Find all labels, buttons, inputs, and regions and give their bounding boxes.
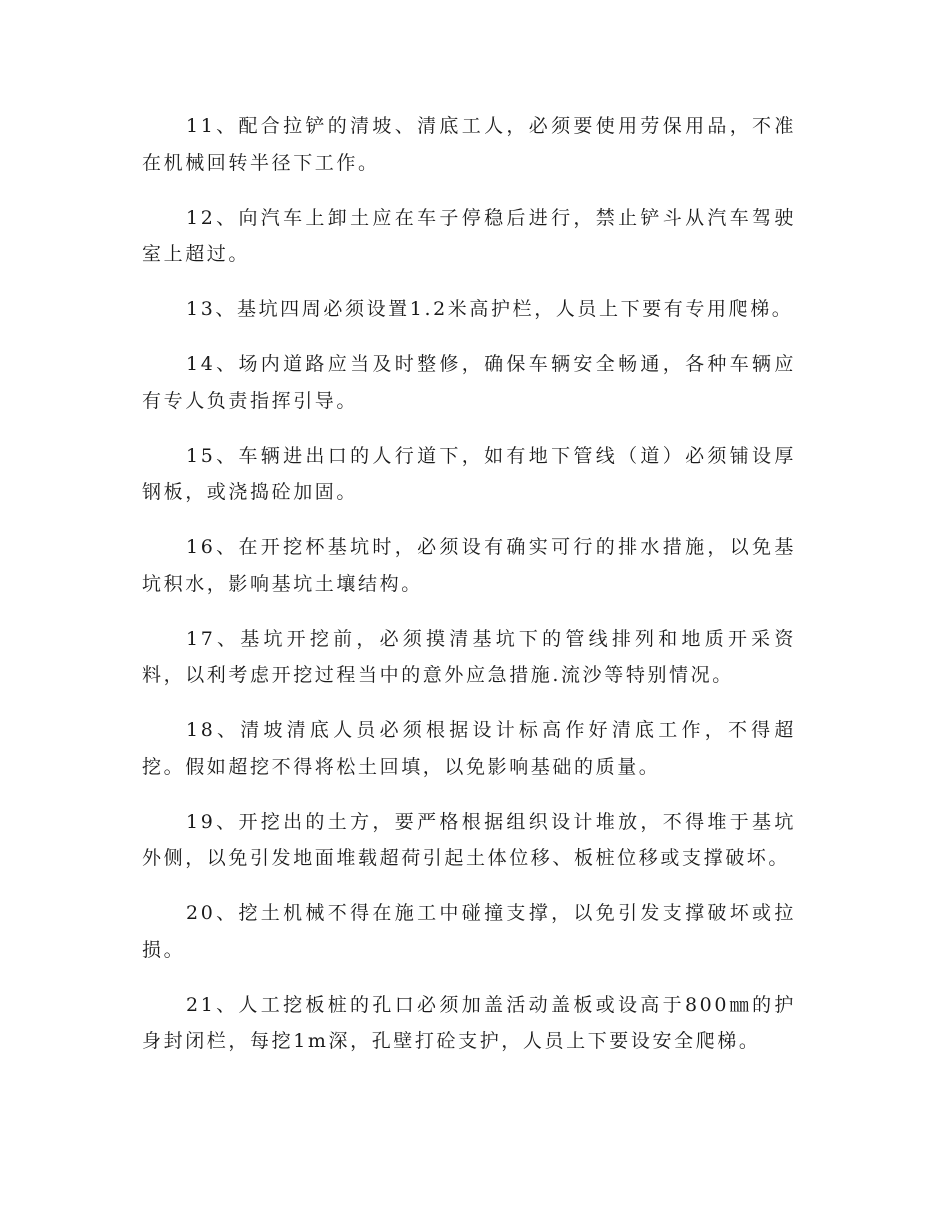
paragraph-20: 20、挖土机械不得在施工中碰撞支撑，以免引发支撑破坏或拉损。 [142, 902, 796, 961]
paragraph-18: 18、清坡清底人员必须根据设计标高作好清底工作，不得超挖。假如超挖不得将松土回填，以免影响基础的质量。 [142, 719, 796, 778]
paragraph-13: 13、基坑四周必须设置1.2米高护栏，人员上下要有专用爬梯。 [186, 298, 794, 320]
document-body [142, 108, 796, 1078]
paragraph-19: 19、开挖出的土方，要严格根据组织设计堆放，不得堆于基坑外侧，以免引发地面堆载超荷引起土体位移、板桩位移或支撑破坏。 [142, 810, 796, 869]
paragraph-21: 21、人工挖板桩的孔口必须加盖活动盖板或设高于800㎜的护身封闭栏，每挖1m深，孔壁打砼支护，人员上下要设安全爬梯。 [142, 993, 796, 1052]
paragraph-16: 16、在开挖杯基坑时，必须设有确实可行的排水措施，以免基坑积水，影响基坑土壤结构。 [142, 536, 796, 595]
paragraph-14: 14、场内道路应当及时整修，确保车辆安全畅通，各种车辆应有专人负责指挥引导。 [142, 353, 796, 412]
paragraph-15: 15、车辆进出口的人行道下，如有地下管线（道）必须铺设厚钢板，或浇捣砼加固。 [142, 444, 796, 503]
paragraph-12: 12、向汽车上卸土应在车子停稳后进行，禁止铲斗从汽车驾驶室上超过。 [142, 206, 796, 265]
paragraph-11: 11、配合拉铲的清坡、清底工人，必须要使用劳保用品，不准在机械回转半径下工作。 [142, 115, 796, 174]
paragraph-17: 17、基坑开挖前，必须摸清基坑下的管线排列和地质开采资料，以利考虑开挖过程当中的意外应急措施.流沙等特别情况。 [142, 627, 796, 686]
